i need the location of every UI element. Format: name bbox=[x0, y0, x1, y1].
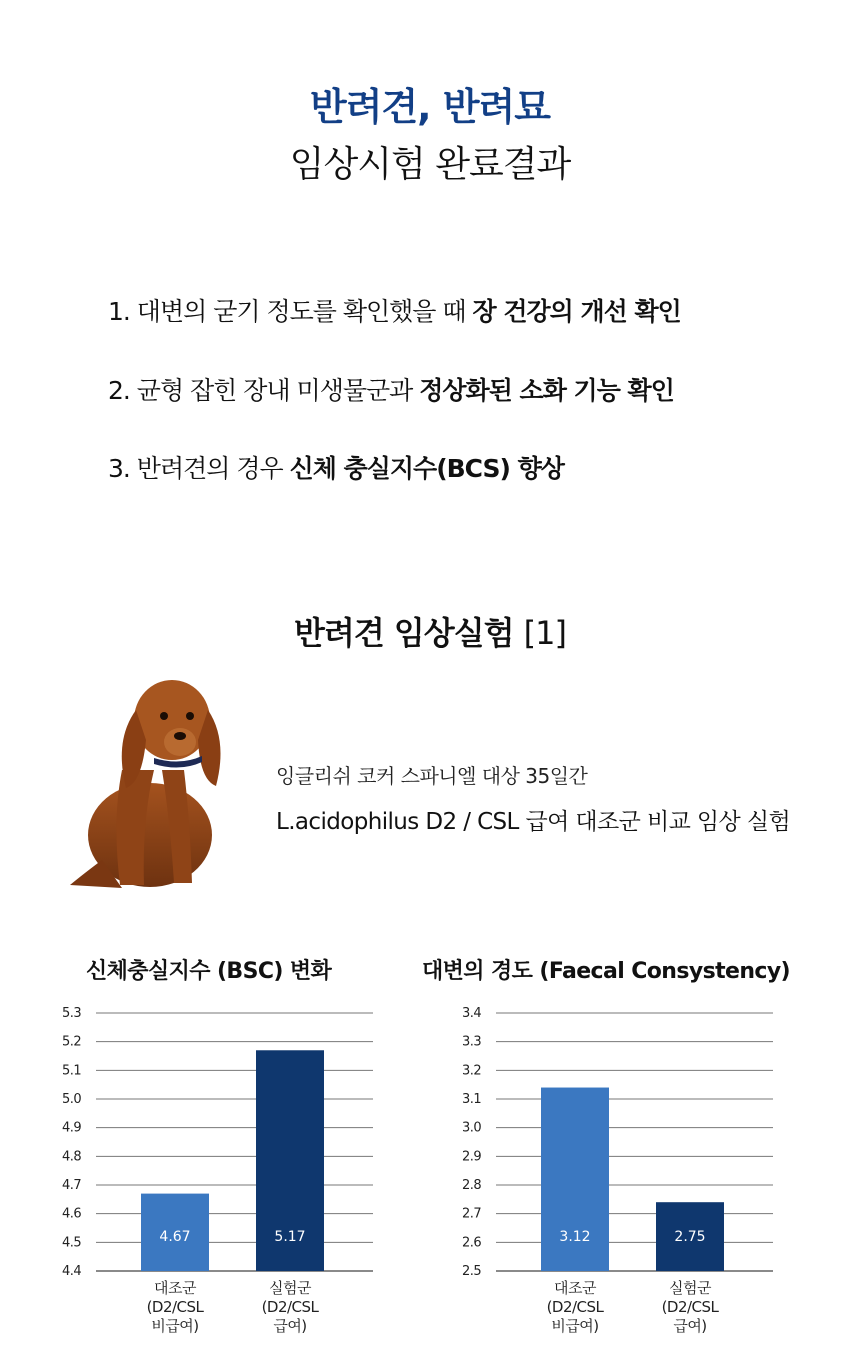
y-tick-label: 3.1 bbox=[462, 1092, 482, 1107]
y-tick-label: 4.9 bbox=[62, 1120, 82, 1136]
y-tick-label: 3.0 bbox=[462, 1120, 482, 1136]
y-tick-label: 2.8 bbox=[462, 1178, 482, 1193]
bcs-chart-title: 신체충실지수 (BSC) 변화 bbox=[86, 959, 332, 984]
result-point-text: 3. 반려견의 경우 bbox=[108, 454, 290, 483]
faecal-chart-title: 대변의 경도 (Faecal Consystency) bbox=[422, 959, 791, 984]
y-tick-label: 5.2 bbox=[62, 1034, 82, 1050]
study-method: L.acidophilus D2 / CSL 급여 대조군 비교 임상 실험 bbox=[276, 809, 791, 835]
bar-value-label: 5.17 bbox=[274, 1229, 306, 1245]
x-category-label: 대조군 (D2/CSL 비급여) bbox=[146, 1279, 204, 1335]
y-tick-label: 4.4 bbox=[62, 1264, 82, 1279]
y-tick-label: 5.1 bbox=[62, 1063, 82, 1079]
bar-value-label: 2.75 bbox=[674, 1229, 706, 1245]
x-category-label: 실험군 (D2/CSL 급여) bbox=[261, 1279, 319, 1335]
bar-value-label: 3.12 bbox=[559, 1229, 591, 1245]
y-tick-label: 5.3 bbox=[62, 1006, 82, 1021]
result-point-1 bbox=[108, 292, 681, 328]
x-category-label: 실험군 (D2/CSL 급여) bbox=[661, 1279, 719, 1335]
x-category-label: 대조군 (D2/CSL 비급여) bbox=[546, 1279, 604, 1335]
y-tick-label: 2.5 bbox=[462, 1264, 482, 1279]
result-point-text: 1. 대변의 굳기 정도를 확인했을 때 bbox=[108, 297, 473, 326]
result-point-highlight: 신체 충실지수(BCS) 향상 bbox=[289, 454, 564, 483]
study-target: 잉글리쉬 코커 스파니엘 대상 35일간 bbox=[276, 764, 588, 788]
bcs-bar-chart bbox=[40, 1000, 400, 1345]
result-point-highlight: 장 건강의 개선 확인 bbox=[472, 297, 681, 326]
result-point-highlight: 정상화된 소화 기능 확인 bbox=[419, 376, 674, 405]
result-point-3 bbox=[108, 449, 564, 485]
cocker-spaniel-image bbox=[62, 670, 230, 895]
section-title bbox=[0, 608, 860, 654]
page-subtitle: 임상시험 완료결과 bbox=[289, 144, 571, 185]
y-tick-label: 3.3 bbox=[462, 1034, 482, 1050]
y-tick-label: 2.6 bbox=[462, 1235, 482, 1251]
section-title-text: 반려견 임상실험 bbox=[294, 614, 524, 652]
y-tick-label: 4.8 bbox=[62, 1149, 82, 1165]
page-title: 반려견, 반려묘 bbox=[310, 85, 550, 129]
result-point-text: 2. 균형 잡힌 장내 미생물군과 bbox=[108, 376, 420, 405]
bar-value-label: 4.67 bbox=[159, 1229, 191, 1245]
y-tick-label: 4.7 bbox=[62, 1178, 82, 1193]
y-tick-label: 4.5 bbox=[62, 1235, 82, 1251]
y-tick-label: 2.7 bbox=[462, 1206, 482, 1222]
result-point-2 bbox=[108, 371, 674, 407]
y-tick-label: 5.0 bbox=[62, 1092, 82, 1107]
y-tick-label: 3.4 bbox=[462, 1006, 482, 1021]
y-tick-label: 2.9 bbox=[462, 1149, 482, 1165]
y-tick-label: 3.2 bbox=[462, 1063, 482, 1079]
y-tick-label: 4.6 bbox=[62, 1206, 82, 1222]
section-reference: [1] bbox=[523, 614, 566, 652]
faecal-bar-chart bbox=[440, 1000, 800, 1345]
